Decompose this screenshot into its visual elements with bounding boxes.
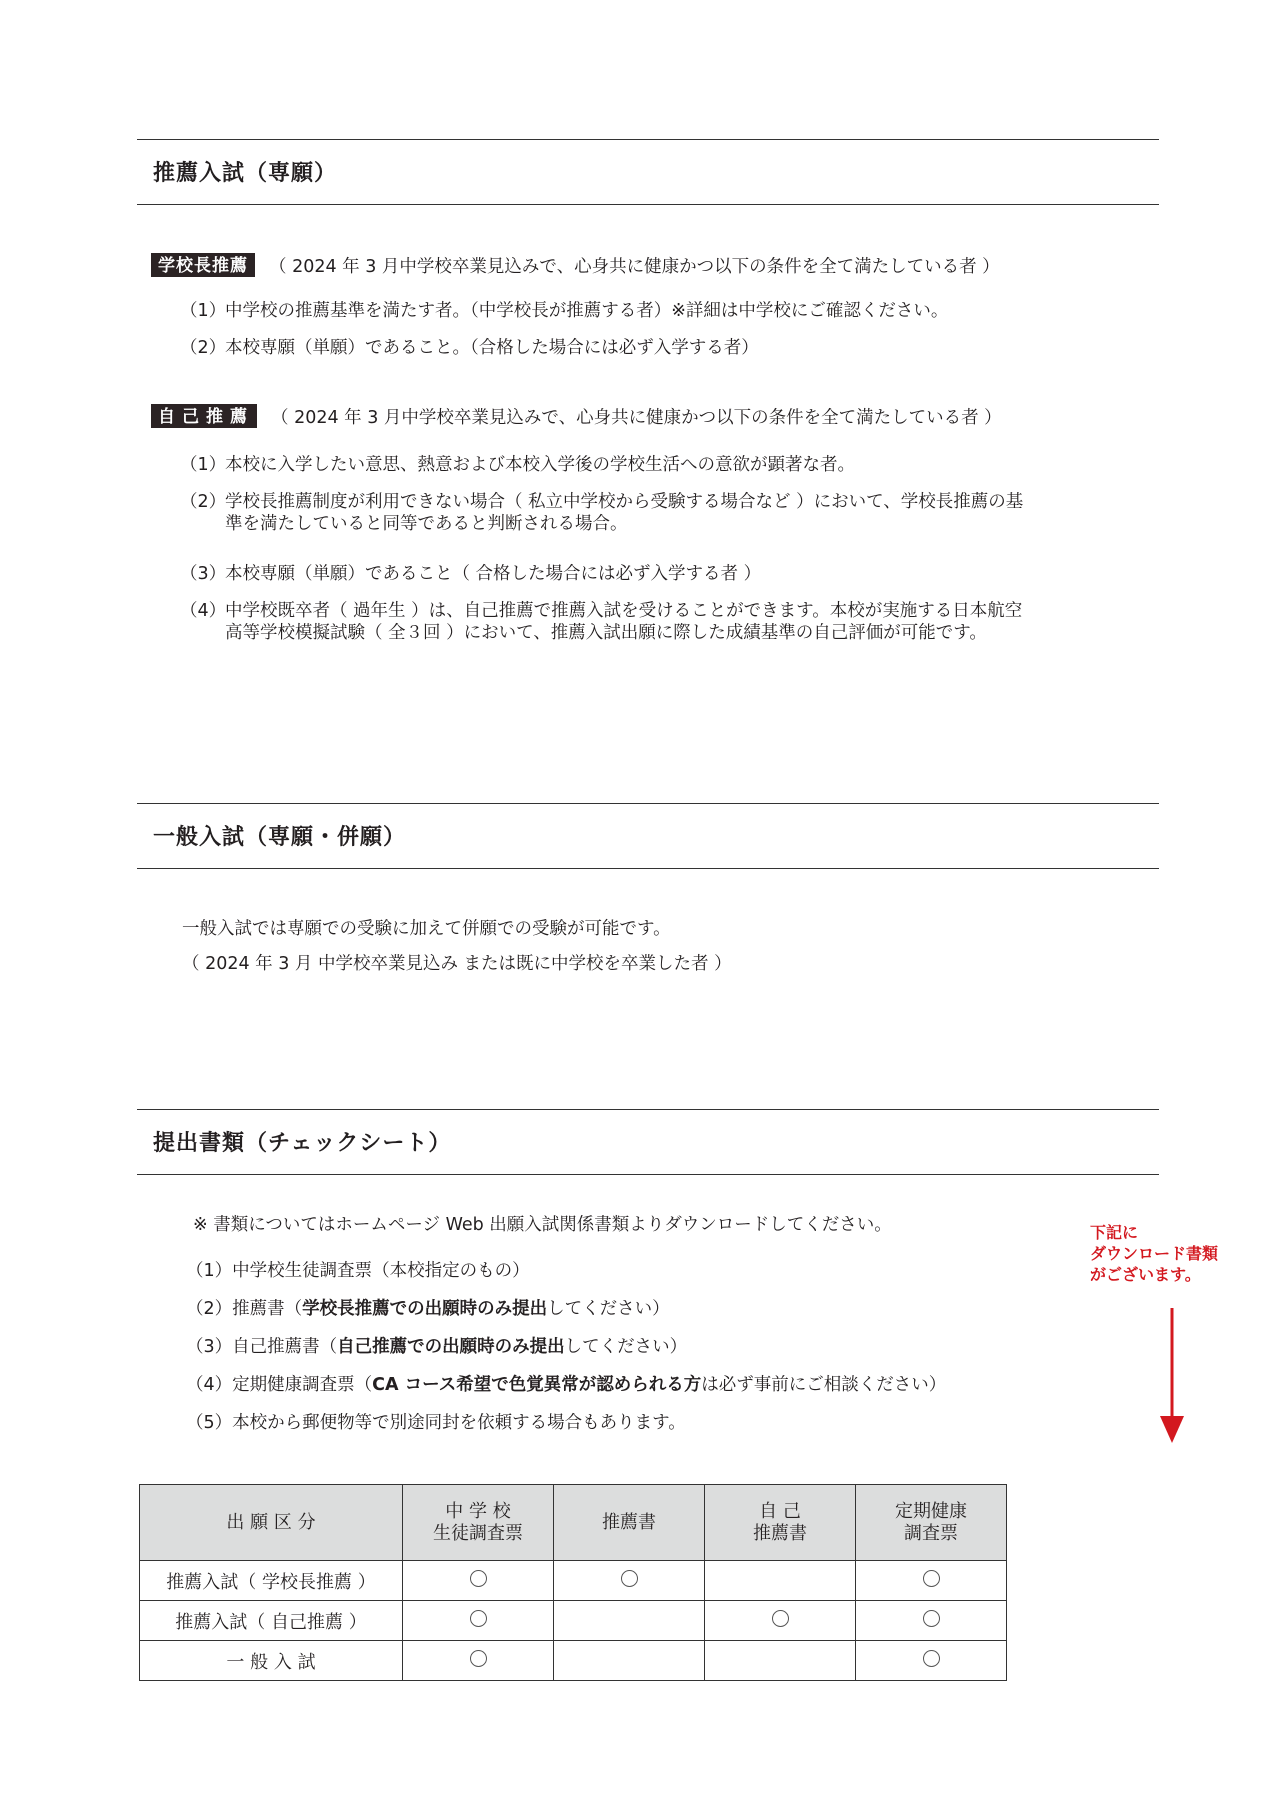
col-header-self: 自 己 推薦書: [705, 1485, 856, 1561]
row-label: 推薦入試（ 学校長推薦 ）: [140, 1561, 403, 1601]
table-cell: [554, 1641, 705, 1681]
principal-recommendation-badge: 学校長推薦: [151, 253, 255, 277]
self-item-2: （2）学校長推薦制度が利用できない場合（ 私立中学校から受験する場合など ）において、学校長推薦の基 準を満たしていると同等であると判断される場合。: [180, 492, 1024, 534]
principal-item-1: （1）中学校の推薦基準を満たす者。（中学校長が推薦する者）※詳細は中学校にご確認ください。: [180, 301, 949, 321]
self-item-4: （4）中学校既卒者（ 過年生 ）は、自己推薦で推薦入試を受けることができます。本校が実施する日本航空 高等学校模擬試験（ 全３回 ）において、推薦入試出願に際した成績基準の自己評価が可能です。: [180, 601, 1023, 643]
table-header-row: [140, 1485, 1007, 1561]
self-recommendation-row: [151, 403, 1002, 429]
doc-item-4: （4）定期健康調査票（CA コース希望で色覚異常が認められる方は必ず事前にご相談ください）: [186, 1375, 947, 1395]
row-label: 一 般 入 試: [140, 1641, 403, 1681]
col-header-category: 出 願 区 分: [140, 1485, 403, 1561]
doc-item-5: （5）本校から郵便物等で別途同封を依頼する場合もあります。: [186, 1413, 686, 1433]
doc-item-3: （3）自己推薦書（自己推薦での出願時のみ提出してください）: [186, 1337, 688, 1357]
circle-mark-icon: [470, 1650, 487, 1667]
circle-mark-icon: [923, 1570, 940, 1587]
table-cell: [554, 1601, 705, 1641]
arrow-down-icon: [1157, 1308, 1187, 1448]
general-line-2: （ 2024 年 3 月 中学校卒業見込み または既に中学校を卒業した者 ）: [182, 954, 732, 974]
download-side-note: 下記に ダウンロード書類 がございます。: [1090, 1223, 1219, 1284]
table-cell: [705, 1641, 856, 1681]
table-row: [140, 1601, 1007, 1641]
table-cell: [403, 1641, 554, 1681]
recommend-section-title: 推薦入試（専願）: [153, 160, 338, 186]
doc-item-1: （1）中学校生徒調査票（本校指定のもの）: [186, 1261, 530, 1281]
col-header-health: 定期健康 調査票: [856, 1485, 1007, 1561]
circle-mark-icon: [621, 1570, 638, 1587]
circle-mark-icon: [470, 1610, 487, 1627]
table-cell: [856, 1601, 1007, 1641]
submission-table: [139, 1484, 1007, 1681]
col-header-survey: 中 学 校 生徒調査票: [403, 1485, 554, 1561]
circle-mark-icon: [923, 1610, 940, 1627]
table-cell: [856, 1561, 1007, 1601]
circle-mark-icon: [923, 1650, 940, 1667]
doc-item-2: （2）推薦書（学校長推薦での出願時のみ提出してください）: [186, 1299, 670, 1319]
general-line-1: 一般入試では専願での受験に加えて併願での受験が可能です。: [182, 919, 671, 939]
table-cell: [403, 1561, 554, 1601]
self-recommendation-desc: （ 2024 年 3 月中学校卒業見込みで、心身共に健康かつ以下の条件を全て満たしている者 ）: [271, 407, 1002, 428]
recommend-section-header: [137, 139, 1159, 205]
self-item-1: （1）本校に入学したい意思、熱意および本校入学後の学校生活への意欲が顕著な者。: [180, 455, 855, 475]
self-item-3: （3）本校専願（単願）であること（ 合格した場合には必ず入学する者 ）: [180, 564, 762, 584]
table-cell: [856, 1641, 1007, 1681]
principal-recommendation-desc: （ 2024 年 3 月中学校卒業見込みで、心身共に健康かつ以下の条件を全て満たしている者 ）: [269, 256, 1000, 277]
self-recommendation-badge: 自己推薦: [151, 404, 257, 428]
table-row: [140, 1641, 1007, 1681]
circle-mark-icon: [470, 1570, 487, 1587]
table-cell: [705, 1561, 856, 1601]
docs-note: ※ 書類についてはホームページ Web 出願入試関係書類よりダウンロードしてください。: [193, 1215, 892, 1235]
table-cell: [705, 1601, 856, 1641]
docs-section-title: 提出書類（チェックシート）: [153, 1130, 452, 1156]
principal-item-2: （2）本校専願（単願）であること。（合格した場合には必ず入学する者）: [180, 338, 759, 358]
table-row: [140, 1561, 1007, 1601]
circle-mark-icon: [772, 1610, 789, 1627]
table-cell: [403, 1601, 554, 1641]
docs-section-header: [137, 1109, 1159, 1175]
row-label: 推薦入試（ 自己推薦 ）: [140, 1601, 403, 1641]
principal-recommendation-row: [151, 252, 1000, 278]
col-header-recommendation: 推薦書: [554, 1485, 705, 1561]
general-section-title: 一般入試（専願・併願）: [153, 824, 407, 850]
table-body: [140, 1561, 1007, 1681]
general-section-header: [137, 803, 1159, 869]
table-cell: [554, 1561, 705, 1601]
